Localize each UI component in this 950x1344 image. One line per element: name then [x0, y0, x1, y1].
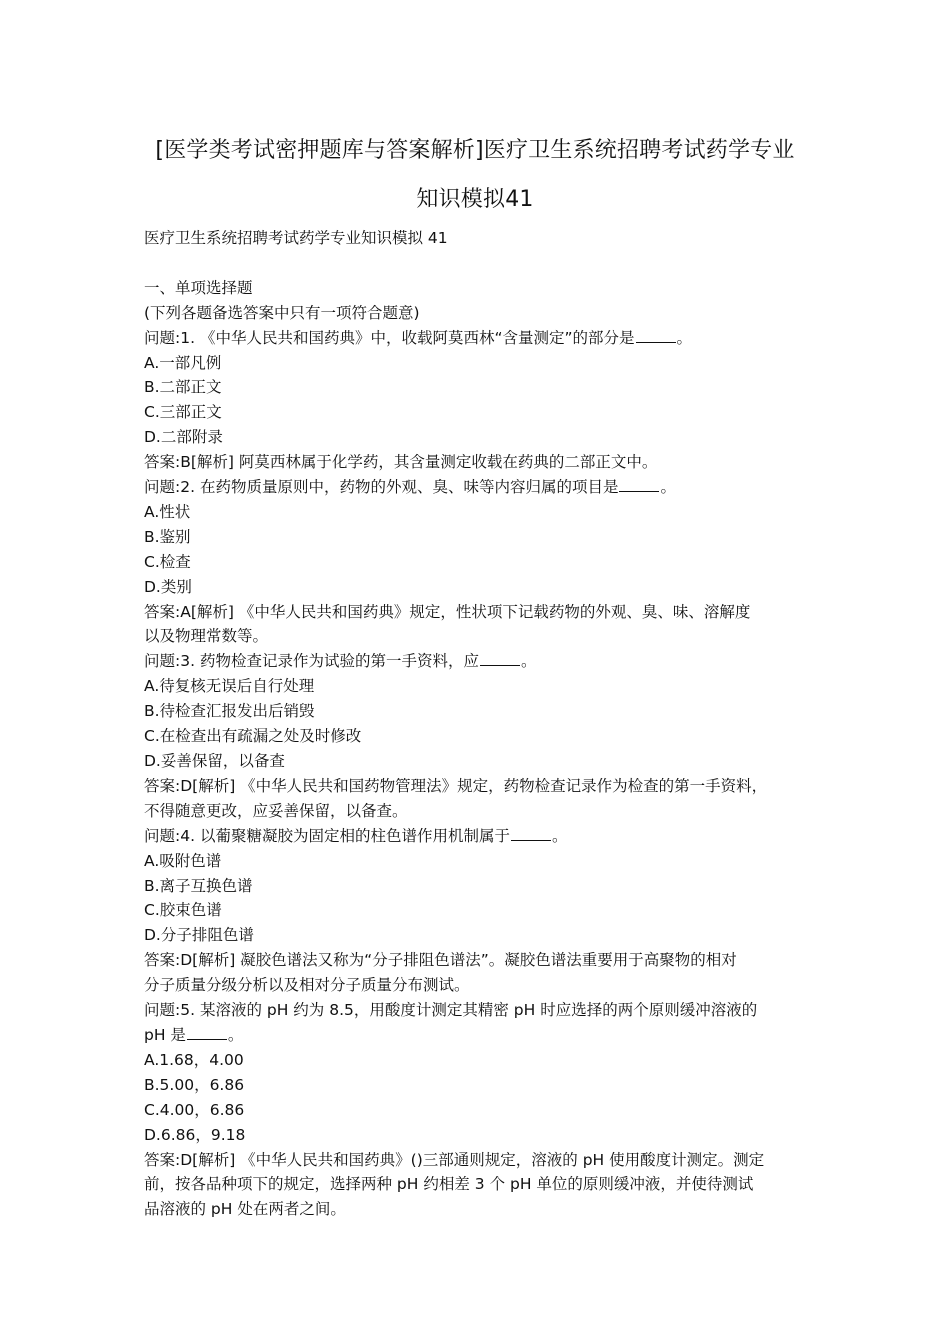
document-subtitle: 医疗卫生系统招聘考试药学专业知识模拟 41 [144, 229, 448, 247]
question-4-option-a: A.吸附色谱 [144, 851, 222, 870]
question-5-answer-line-3: 品溶液的 pH 处在两者之间。 [144, 1200, 346, 1219]
question-4-option-c: C.胶束色谱 [144, 901, 222, 920]
question-5-option-c: C.4.00，6.86 [144, 1100, 245, 1119]
question-2-stem [144, 475, 824, 500]
question-3-stem [144, 649, 824, 674]
question-2-option-b: B.鉴别 [144, 527, 191, 546]
question-stem-end: 。 [227, 1025, 244, 1044]
question-stem-end: 。 [676, 328, 693, 347]
question-5-option-a: A.1.68，4.00 [144, 1050, 244, 1069]
question-3-option-b: B.待检查汇报发出后销毁 [144, 702, 315, 721]
answer-blank [187, 1024, 227, 1040]
question-2-option-c: C.检查 [144, 552, 191, 571]
question-2-answer-line-2: 以及物理常数等。 [144, 627, 269, 646]
question-4-stem [144, 824, 824, 849]
question-1-answer-line-1: 答案:B[解析] 阿莫西林属于化学药，其含量测定收载在药典的二部正文中。 [144, 453, 658, 472]
question-4-option-d: D.分子排阻色谱 [144, 926, 254, 945]
question-2-option-d: D.类别 [144, 577, 192, 596]
question-stem-end: 。 [520, 652, 537, 671]
answer-blank [636, 327, 676, 343]
document-body [144, 226, 824, 1222]
question-4-answer-line-2: 分子质量分级分析以及相对分子质量分布测试。 [144, 976, 470, 995]
section-heading: 一、单项选择题 [144, 278, 253, 297]
answer-blank [480, 650, 520, 666]
question-3-answer-line-2: 不得随意更改，应妥善保留，以备查。 [144, 801, 408, 820]
question-4-option-b: B.离子互换色谱 [144, 876, 253, 895]
document-title-line-2: 知识模拟41 [416, 187, 534, 212]
question-5-option-b: B.5.00，6.86 [144, 1075, 245, 1094]
question-stem-text: pH 是 [144, 1025, 186, 1044]
question-1-option-a: A.一部凡例 [144, 353, 222, 372]
answer-blank [511, 825, 551, 841]
question-stem-end: 。 [660, 478, 676, 497]
question-3-answer-line-1: 答案:D[解析] 《中华人民共和国药物管理法》规定，药物检查记录作为检查的第一手资料， [144, 776, 768, 795]
question-1-option-d: D.二部附录 [144, 428, 223, 447]
question-1-stem [144, 326, 824, 351]
question-stem-text: 问题:1. 《中华人民共和国药典》中，收载阿莫西林“含量测定”的部分是 [144, 328, 635, 347]
question-stem-end: 。 [551, 826, 568, 845]
question-5-answer-line-1: 答案:D[解析] 《中华人民共和国药典》()三部通则规定，溶液的 pH 使用酸度计测定。测定 [144, 1150, 765, 1169]
question-stem-text: 问题:3. 药物检查记录作为试验的第一手资料，应 [144, 652, 479, 671]
question-4-answer-line-1: 答案:D[解析] 凝胶色谱法又称为“分子排阻色谱法”。凝胶色谱法重要用于高聚物的相对 [144, 951, 737, 970]
blank-line [144, 251, 824, 276]
question-5-option-d: D.6.86，9.18 [144, 1125, 246, 1144]
question-stem-text: 问题:2. 在药物质量原则中，药物的外观、臭、味等内容归属的项目是 [144, 478, 619, 497]
question-5-stem-line-1: 问题:5. 某溶液的 pH 约为 8.5，用酸度计测定其精密 pH 时应选择的两个原则缓冲溶液的 [144, 1001, 758, 1020]
question-3-option-c: C.在检查出有疏漏之处及时修改 [144, 727, 362, 746]
section-note: (下列各题备选答案中只有一项符合题意) [144, 303, 420, 322]
question-3-option-a: A.待复核无误后自行处理 [144, 677, 315, 696]
question-5-answer-line-2: 前，按各品种项下的规定，选择两种 pH 约相差 3 个 pH 单位的原则缓冲液，并使待测试 [144, 1175, 754, 1194]
question-5-stem-line-2 [144, 1023, 824, 1048]
question-stem-text: 问题:4. 以葡聚糖凝胶为固定相的柱色谱作用机制属于 [144, 826, 510, 845]
question-2-option-a: A.性状 [144, 502, 191, 521]
question-1-option-c: C.三部正文 [144, 403, 222, 422]
question-2-answer-line-1: 答案:A[解析] 《中华人民共和国药典》规定，性状项下记载药物的外观、臭、味、溶解度 [144, 602, 751, 621]
question-3-option-d: D.妥善保留，以备查 [144, 752, 285, 771]
answer-blank [619, 476, 659, 492]
document-title-line-1: [医学类考试密押题库与答案解析]医疗卫生系统招聘考试药学专业 [155, 138, 795, 163]
question-1-option-b: B.二部正文 [144, 378, 222, 397]
